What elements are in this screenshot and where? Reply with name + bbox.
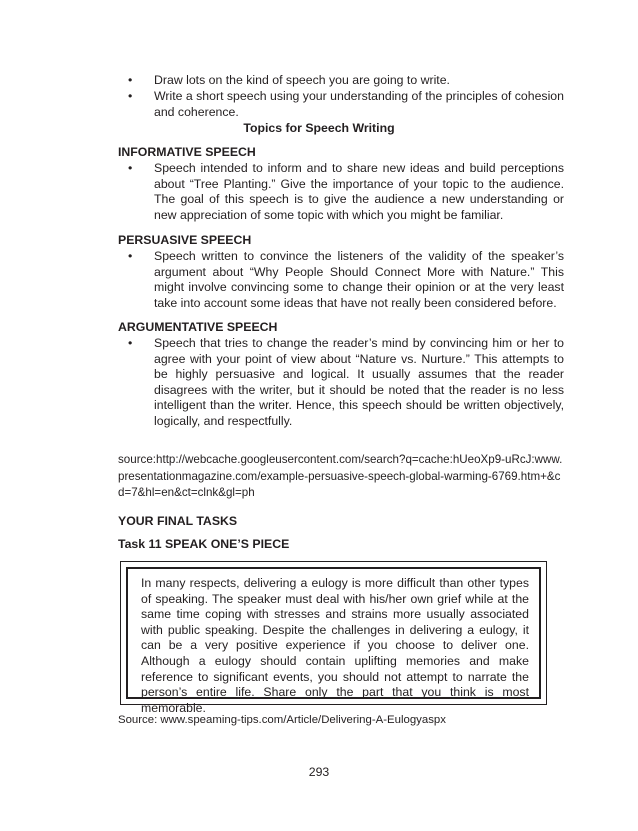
eulogy-text: In many respects, delivering a eulogy is more difficult than other types of speaking. The speaker must deal with his/her own grief while at the same time coping with stresses and strains more usually associated with public speaking. Despite the challenges in delivering a eulogy, it can be a very positive experience if you choose to deliver one. Although a eulogy should contain uplifting memories and make reference to significant events, you should not attempt to narrate the person’s entire life. Share only the part that you think is most memorable. xyxy=(141,576,529,715)
bullet-marker: • xyxy=(128,336,133,350)
bullet-marker: • xyxy=(128,249,133,263)
section-text: Speech that tries to change the reader’s mind by convincing him or her to agree with your point of view about “Nature vs. Nurture.” This attempts to be highly persuasive and logical. It usually assumes that the reader disagrees with the writer, but it should be noted that the reader is no less intelligent than the writer. Hence, this speech should be written objectively, logically, and respectfully. xyxy=(154,336,564,428)
section-bullet-argumentative xyxy=(118,336,564,430)
intro-bullet-text: Draw lots on the kind of speech you are going to write. xyxy=(154,73,450,87)
task-heading: Task 11 SPEAK ONE’S PIECE xyxy=(118,537,290,551)
topics-title: Topics for Speech Writing xyxy=(243,121,395,135)
eulogy-text-box xyxy=(120,561,547,715)
section-heading-persuasive: PERSUASIVE SPEECH xyxy=(118,233,252,247)
section-heading-argumentative: ARGUMENTATIVE SPEECH xyxy=(118,320,278,334)
section-text: Speech intended to inform and to share new ideas and build perceptions about “Tree Planting.” Give the importance of your topic to the audience. The goal of this speech is to give the audience a new understanding or new appreciation of some topic with which you might be familiar. xyxy=(154,161,564,222)
bullet-marker: • xyxy=(128,161,133,175)
source-citation-2: Source: www.speaming-tips.com/Article/Delivering-A-Eulogyaspx xyxy=(118,714,446,726)
intro-bullet-2 xyxy=(118,89,564,120)
intro-bullet-text: Write a short speech using your understanding of the principles of cohesion and coherence. xyxy=(154,89,564,119)
section-text: Speech written to convince the listeners of the validity of the speaker’s argument about “Why People Should Connect More with Nature.” This might involve convincing some to change their opinion or at the very least take into account some ideas that have not really been considered before. xyxy=(154,249,564,310)
bullet-marker: • xyxy=(128,73,133,87)
final-tasks-heading: YOUR FINAL TASKS xyxy=(118,514,238,528)
bullet-marker: • xyxy=(128,89,133,103)
section-bullet-informative xyxy=(118,161,564,223)
section-bullet-persuasive xyxy=(118,249,564,311)
page-number: 293 xyxy=(308,765,330,779)
intro-bullet-1 xyxy=(118,73,564,89)
source-citation-1: source:http://webcache.googleusercontent.com/search?q=cache:hUeoXp9-uRcJ:www.presentationmagazine.com/example-persuasive-speech-global-warming-6769.htm+&cd=7&hl=en&ct=clnk&gl=ph xyxy=(118,453,563,499)
section-heading-informative: INFORMATIVE SPEECH xyxy=(118,145,256,159)
